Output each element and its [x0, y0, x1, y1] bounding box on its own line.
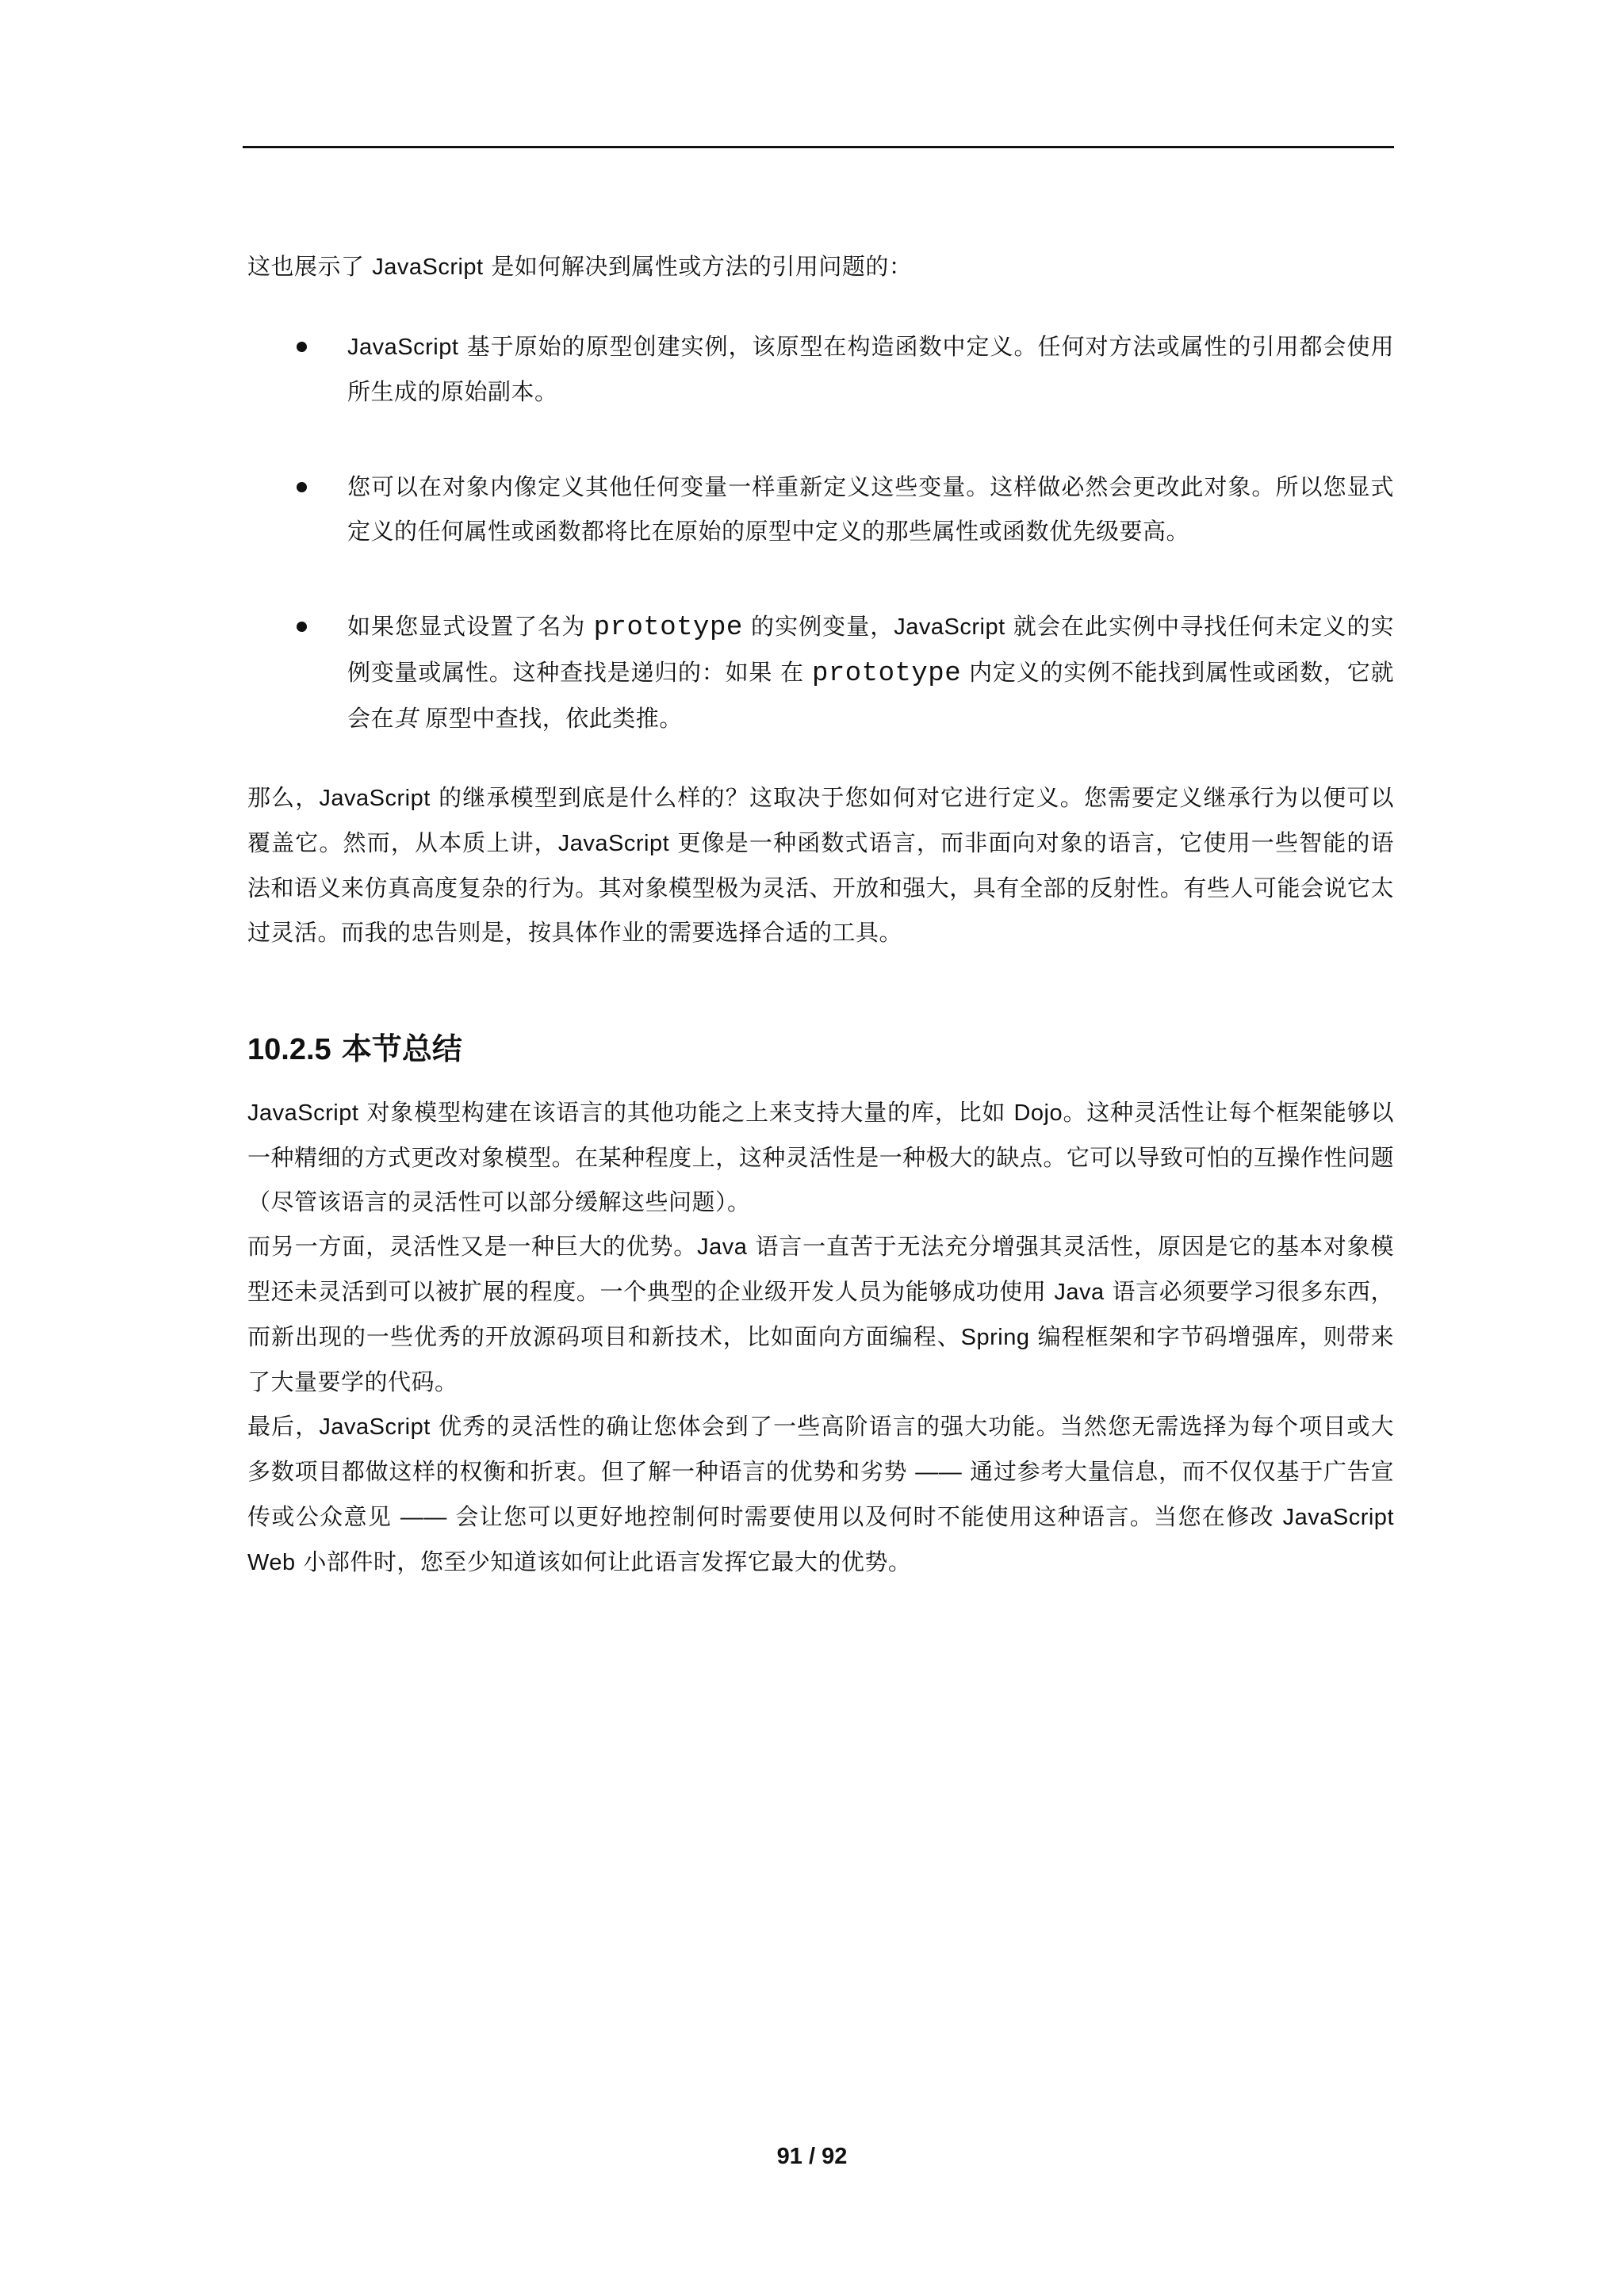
intro-text: 这也展示了	[247, 253, 373, 280]
paragraph-javascript: JavaScript	[319, 786, 431, 811]
section-heading	[247, 1026, 1394, 1073]
section-number: 10.2.5	[247, 1033, 331, 1066]
header-rule	[243, 146, 1394, 148]
bullet-javascript: JavaScript	[894, 614, 1005, 640]
paragraph-text: 编程框架和字节码增强库，则带来了大量要学的代码。	[247, 1323, 1394, 1395]
summary-paragraph	[247, 1404, 1394, 1585]
paragraph-text: 而另一方面，灵活性又是一种巨大的优势。	[247, 1233, 698, 1260]
paragraph-javascript-web: JavaScript Web	[247, 1505, 1394, 1575]
paragraph-text: 语言一直苦于无法充分增强其灵活性，原因是它的基本对象模型还未灵活到可以被扩展的程度。一个典型的企业级开发人员为能够成功使用	[247, 1233, 1394, 1305]
paragraph-dojo: Dojo	[1013, 1100, 1063, 1126]
paragraph-text: 会让您可以更好地控制何时需要使用以及何时不能使用这种语言。当您在修改	[446, 1503, 1283, 1530]
bullet-text: 原型中查找，依此类推。	[417, 705, 683, 732]
bullet-icon	[297, 482, 307, 492]
summary-paragraph	[247, 1224, 1394, 1404]
paragraph-text: 通过参考大量信息，而不仅仅基于广告宣传或公众意见	[247, 1458, 1394, 1530]
paragraph-text: 最后，	[247, 1413, 320, 1440]
bullet-text: 您可以在对象内像定义其他任何变量一样重新定义这些变量。这样做必然会更改此对象。所以您显式定义的任何属性或函数都将比在原始的原型中定义的那些属性或函数优先级要高。	[347, 473, 1394, 545]
paragraph-text: 那么，	[247, 784, 320, 811]
paragraph-javascript: JavaScript	[557, 831, 670, 856]
paragraph-javascript: JavaScript	[319, 1414, 431, 1440]
paragraph-java: Java	[1054, 1280, 1105, 1305]
paragraph-text: 优秀的灵活性的确让您体会到了一些高阶语言的强大功能。当然您无需选择为每个项目或大多数项目都做这样的权衡和折衷。但了解一种语言的优势和劣势	[247, 1413, 1394, 1485]
paragraph-text: 。这种灵活性让每个框架能够以一种精细的方式更改对象模型。在某种程度上，这种灵活性是一种极大的缺点。它可以导致可怕的互操作性问题（尽管该语言的灵活性可以部分缓解这些问题）。	[247, 1099, 1394, 1215]
bullet-list	[247, 324, 1394, 740]
em-dash: ——	[915, 1460, 963, 1485]
paragraph-text: 的继承模型到底是什么样的？这取决于您如何对它进行定义。您需要定义继承行为以便可以覆盖它。然而，从本质上讲，	[247, 784, 1394, 856]
bullet-text: 的实例变量，	[742, 613, 894, 640]
intro-text-suffix: 是如何解决到属性或方法的引用问题的：	[483, 253, 913, 280]
bullet-text: 就会在此实例中寻找任何未定义的实例变量或属性。这种查找是递归的：如果 在	[347, 613, 1395, 686]
bullet-icon	[297, 622, 307, 632]
intro-javascript: JavaScript	[372, 254, 484, 280]
page-content	[247, 244, 1394, 1585]
section-title-text: 本节总结	[331, 1031, 462, 1066]
bullet-text: 如果您显式设置了名为	[347, 613, 594, 640]
paragraph-text: 更像是一种函数式语言，而非面向对象的语言，它使用一些智能的语法和语义来仿真高度复杂的行为。其对象模型极为灵活、开放和强大，具有全部的反射性。有些人可能会说它太过灵活。而我的忠告则是，按具体作业的需要选择合适的工具。	[247, 829, 1394, 946]
paragraph-text: 对象模型构建在该语言的其他功能之上来支持大量的库，比如	[358, 1099, 1014, 1126]
summary-paragraph	[247, 1090, 1394, 1224]
paragraph-java: Java	[697, 1234, 748, 1260]
paragraph-spring: Spring	[960, 1325, 1030, 1350]
bullet-javascript: JavaScript	[347, 335, 459, 360]
code-prototype: prototype	[593, 613, 743, 643]
body-paragraph	[247, 775, 1394, 955]
emphasis-text: 其	[394, 705, 418, 732]
code-prototype: prototype	[811, 659, 962, 689]
paragraph-javascript: JavaScript	[247, 1100, 359, 1126]
paragraph-text: 语言必须要学习很多东西，而新出现的一些优秀的开放源码项目和新技术，比如面向方面编程、	[247, 1278, 1394, 1350]
em-dash: ——	[400, 1505, 447, 1530]
bullet-item	[247, 465, 1394, 553]
bullet-item	[247, 324, 1394, 414]
paragraph-text: 小部件时，您至少知道该如何让此语言发挥它最大的优势。	[295, 1548, 912, 1575]
bullet-text: 基于原始的原型创建实例，该原型在构造函数中定义。任何对方法或属性的引用都会使用所生成的原始副本。	[347, 333, 1394, 405]
intro-paragraph	[247, 244, 1394, 289]
bullet-text: 内定义的实例不能找到属性或函数，它就会在	[347, 659, 1394, 732]
bullet-icon	[297, 342, 307, 352]
page-number: 91 / 92	[776, 2144, 848, 2169]
bullet-item	[247, 604, 1394, 740]
